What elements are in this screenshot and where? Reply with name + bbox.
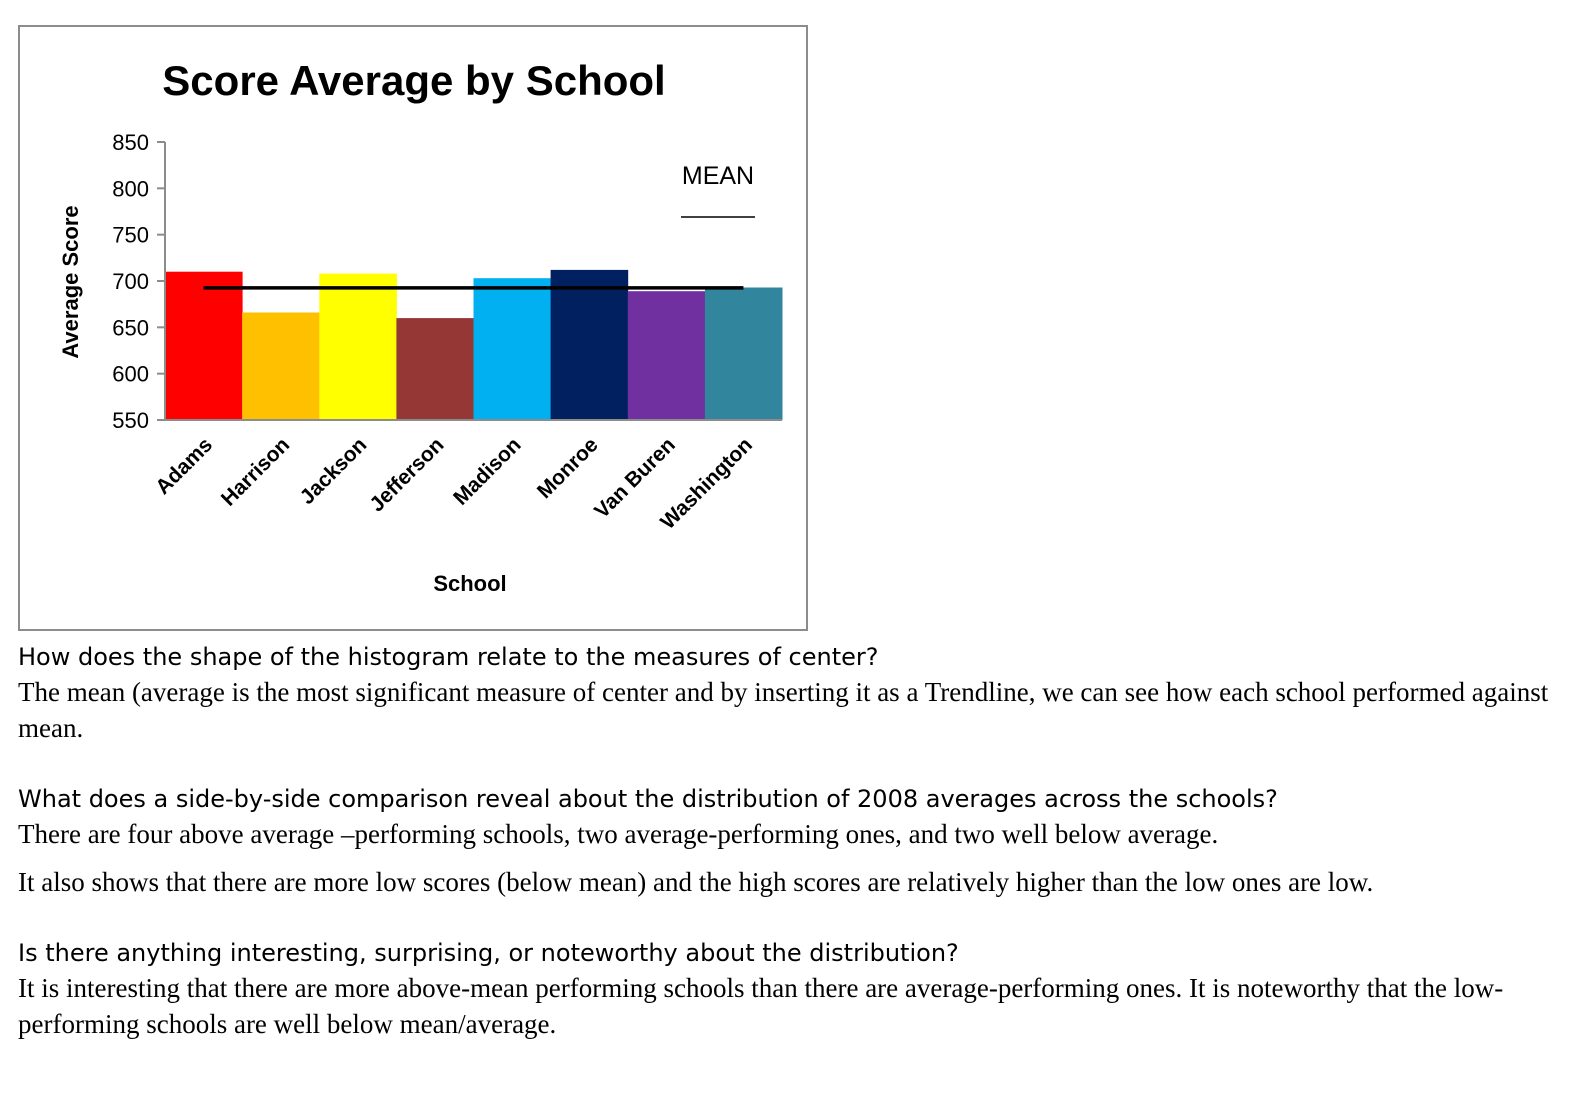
y-tick-label: 550 xyxy=(112,408,149,433)
y-tick-label: 700 xyxy=(112,269,149,294)
bar-madison xyxy=(474,278,552,420)
chart-title: Score Average by School xyxy=(162,57,666,104)
answer-2-continued: It also shows that there are more low scores (below mean) and the high scores are relatively higher than the low ones are low. xyxy=(18,867,1374,897)
y-tick-label: 750 xyxy=(112,222,149,248)
question-2: What does a side-by-side comparison reveal about the distribution of 2008 averages across the schools? xyxy=(18,785,1278,813)
chart-frame xyxy=(18,25,808,631)
bars-layer xyxy=(165,270,783,420)
bar-harrison xyxy=(242,313,320,421)
legend-label: MEAN xyxy=(681,162,755,190)
x-tick-label: Jefferson xyxy=(365,433,449,517)
answer-1: The mean (average is the most significant measure of center and by inserting it as a Trendline, we can see how each school performed against mean. xyxy=(18,677,1549,743)
bar-monroe xyxy=(551,270,629,420)
bar-chart xyxy=(20,27,810,633)
x-tick-label: Adams xyxy=(151,433,218,500)
x-tick-label: Harrison xyxy=(216,433,295,511)
bar-adams xyxy=(165,272,243,420)
x-tick-label: Washington xyxy=(656,433,757,534)
x-tick-label: Monroe xyxy=(532,433,603,504)
question-3: Is there anything interesting, surprising, or noteworthy about the distribution? xyxy=(18,939,959,967)
y-tick-label: 600 xyxy=(112,361,149,387)
bar-washington xyxy=(705,288,783,421)
bar-van-buren xyxy=(628,291,706,420)
y-axis-label: Average Score xyxy=(58,205,83,359)
x-tick-label: Jackson xyxy=(295,433,372,509)
x-tick-label: Madison xyxy=(449,433,526,510)
question-1: How does the shape of the histogram relate to the measures of center? xyxy=(18,643,879,671)
answer-2: There are four above average –performing schools, two average-performing ones, and two well below average. xyxy=(18,819,1219,849)
y-tick-label: 800 xyxy=(112,176,149,202)
bar-jefferson xyxy=(396,318,474,420)
y-tick-label: 850 xyxy=(112,130,149,155)
answer-3: It is interesting that there are more above-mean performing schools than there are average-performing ones. It is noteworthy that the low-performing schools are well below mean/average. xyxy=(18,973,1504,1039)
bar-jackson xyxy=(319,274,397,420)
x-axis-label: School xyxy=(433,571,507,596)
legend xyxy=(681,162,755,217)
x-tick-label: Van Buren xyxy=(590,433,680,523)
y-tick-label: 650 xyxy=(112,315,149,341)
qa-section xyxy=(18,640,1558,1042)
